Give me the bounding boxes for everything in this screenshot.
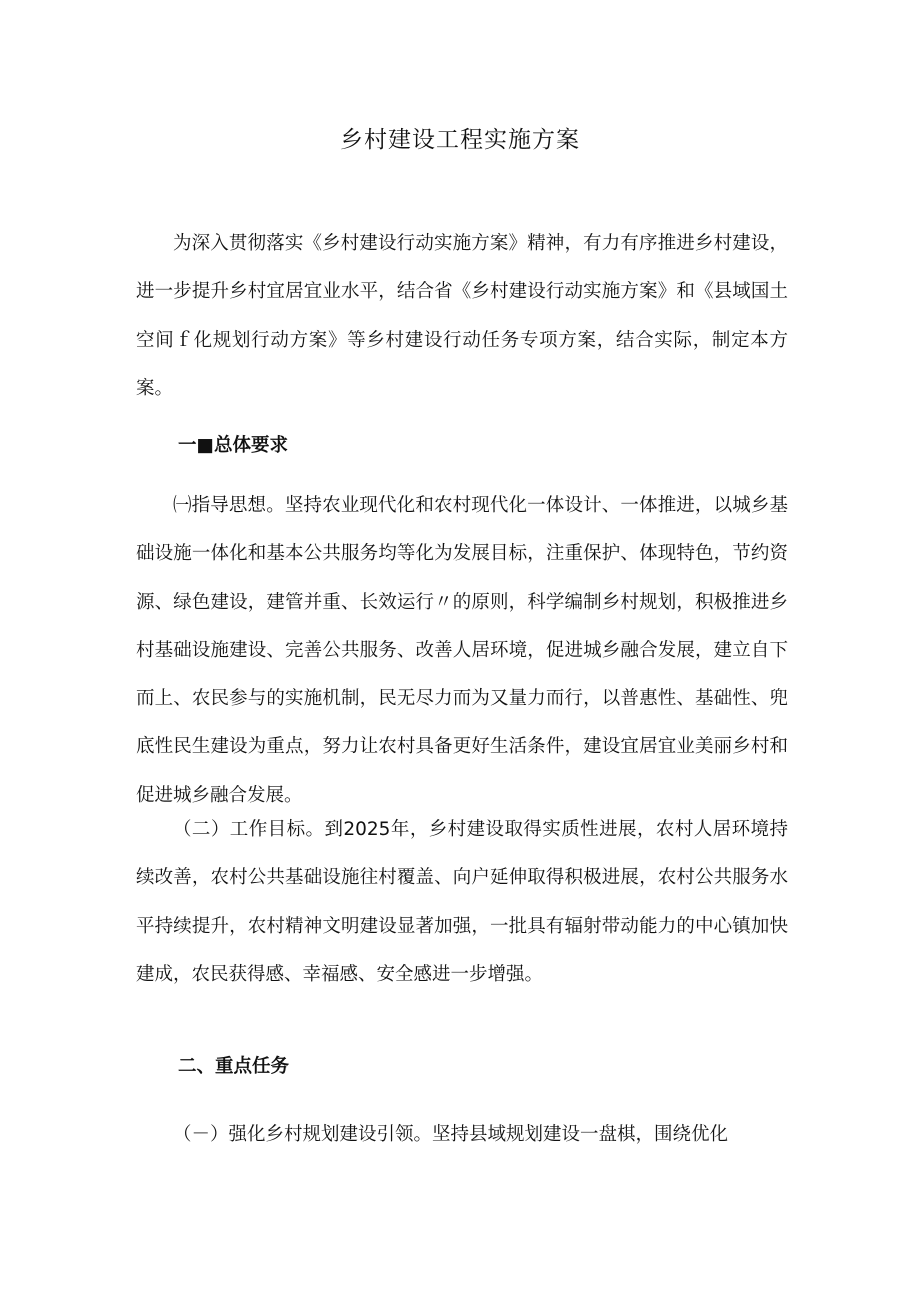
paragraph-guiding-ideology: ㈠指导思想。坚持农业现代化和农村现代化一体设计、一体推进，以城乡基础设施一体化和基本公共服务均等化为发展目标，注重保护、体现特色，节约资源、绿色建设，建管并重、长效运行〃的原则，科学编制乡村规划，积极推进乡村基础设施建设、完善公共服务、改善人居环境，促进城乡融合发展，建立自下而上、农民参与的实施机制，民无尽力而为又量力而行，以普惠性、基础性、兜底性民生建设为重点，努力让农村具备更好生活条件，建设宜居宜业美丽乡村和促进城乡融合发展。 (136, 495, 788, 806)
paragraph-planning-guidance: （－）强化乡村规划建设引领。坚持县域规划建设一盘棋，围绕优化 (173, 1124, 729, 1145)
section-heading-key-tasks: 二、重点任务 (178, 1056, 290, 1077)
document-title: 乡村建设工程实施方案 (340, 127, 580, 153)
intro-paragraph: 为深入贯彻落实《乡村建设行动实施方案》精神，有力有序推进乡村建设，进一步提升乡村宜居宜业水平，结合省《乡村建设行动实施方案》和《县域国土空间ｆ化规划行动方案》等乡村建设行动任务专项方案，结合实际，制定本方案。 (136, 233, 788, 399)
paragraph-work-goals: （二）工作目标。到2025年，乡村建设取得实质性进展，农村人居环境持续改善，农村公共基础设施往村覆盖、向户延伸取得积极进展，农村公共服务水平持续提升，农村精神文明建设显著加强，一批具有辐射带动能力的中心镇加快建成，农民获得感、幸福感、安全感进一步增强。 (136, 819, 788, 985)
section-heading-overall-requirements: 一■总体要求 (178, 435, 288, 456)
